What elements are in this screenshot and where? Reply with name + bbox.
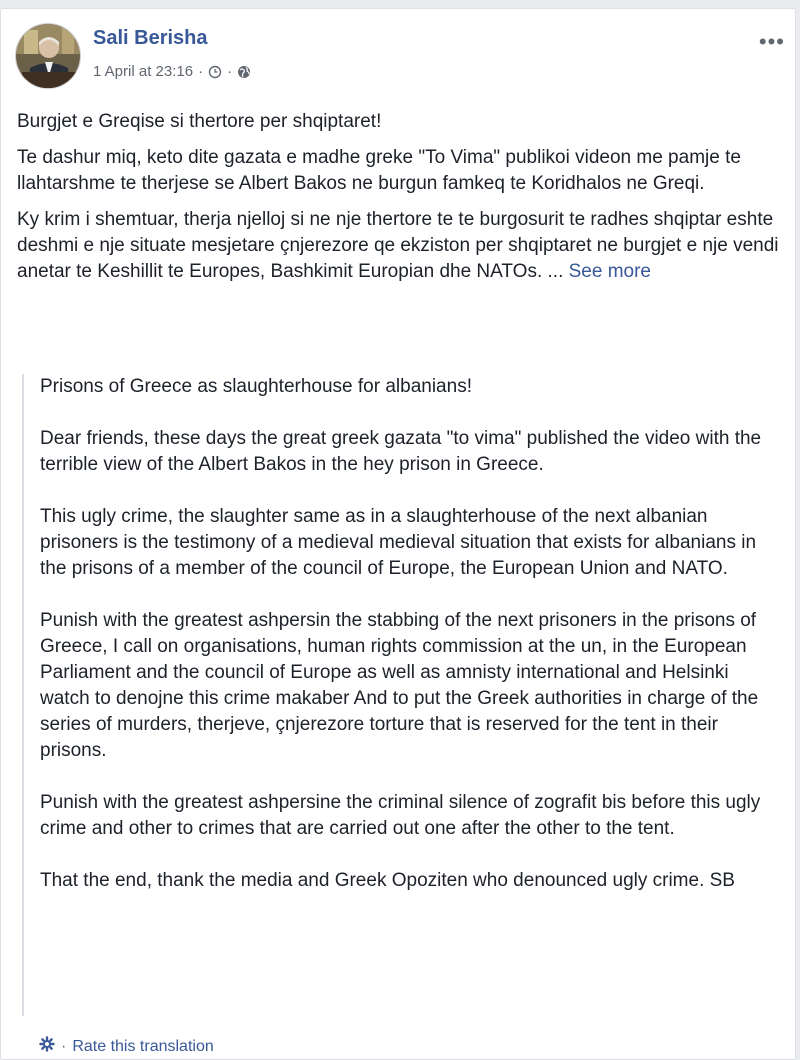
post-paragraph: Burgjet e Greqise si thertore per shqiptaret! — [17, 111, 382, 132]
translation-paragraph: This ugly crime, the slaughter same as in a slaughterhouse of the next albanian prisoners is the testimony of a medieval medieval situation that exists for albanians in the prisons of a member of the council of Europe, the European Union and NATO. — [40, 506, 757, 579]
avatar-image — [16, 24, 81, 89]
translation-block — [22, 374, 782, 1016]
author-name[interactable]: Sali Berisha — [93, 27, 208, 49]
avatar[interactable] — [15, 23, 81, 89]
translation-paragraph: Prisons of Greece as slaughterhouse for albanians! — [40, 376, 472, 397]
gear-icon — [39, 1036, 55, 1057]
translation-paragraph: Punish with the greatest ashpersin the stabbing of the next prisoners in the prisons of Greece, I call on organisations, human rights commission at the un, in the European Parliament and the council of Europe as well as amnisty international and Helsinki watch to denojne this crime makaber And to put the Greek authorities in charge of the series of murders, therjeve, çnjerezore torture that is reserved for the tent in their prisons. — [40, 610, 759, 761]
clock-icon — [208, 65, 222, 79]
more-options-icon[interactable]: ••• — [758, 29, 785, 54]
rate-separator: · — [61, 1037, 67, 1055]
see-more-link[interactable]: See more — [568, 261, 651, 282]
post-body — [17, 109, 787, 295]
translation-paragraph: Punish with the greatest ashpersine the criminal silence of zografit bis before this ugly crime and other to crimes that are carried out one after the other to the tent. — [40, 792, 761, 839]
post-header — [15, 23, 785, 93]
post-paragraph — [17, 207, 787, 285]
rate-translation[interactable] — [39, 1036, 214, 1057]
rate-translation-link[interactable]: Rate this translation — [72, 1037, 214, 1055]
post-meta — [93, 63, 251, 80]
meta-separator: · — [198, 63, 204, 80]
translation-paragraph: Dear friends, these days the great greek gazata "to vima" published the video with the terrible view of the Albert Bakos in the hey prison in Greece. — [40, 428, 762, 475]
globe-icon[interactable] — [237, 65, 251, 79]
meta-separator-2: · — [227, 63, 233, 80]
translation-paragraph: That the end, thank the media and Greek Opoziten who denounced ugly crime. SB — [40, 870, 735, 891]
post-card — [0, 8, 796, 1060]
post-paragraph-text: Ky krim i shemtuar, therja njelloj si ne nje thertore te te burgosurit te radhes shqiptar eshte deshmi e nje situate mesjetare çnjerezore qe ekziston per shqiptaret ne burgjet e nje vendi anetar te Keshillit te Europes, Bashkimit Europian dhe NATOs. ... — [17, 209, 779, 282]
post-paragraph: Te dashur miq, keto dite gazata e madhe greke "To Vima" publikoi videon me pamje te llahtarshme te therjese se Albert Bakos ne burgun famkeq te Koridhalos ne Greqi. — [17, 147, 741, 194]
post-timestamp[interactable]: 1 April at 23:16 — [93, 63, 194, 80]
